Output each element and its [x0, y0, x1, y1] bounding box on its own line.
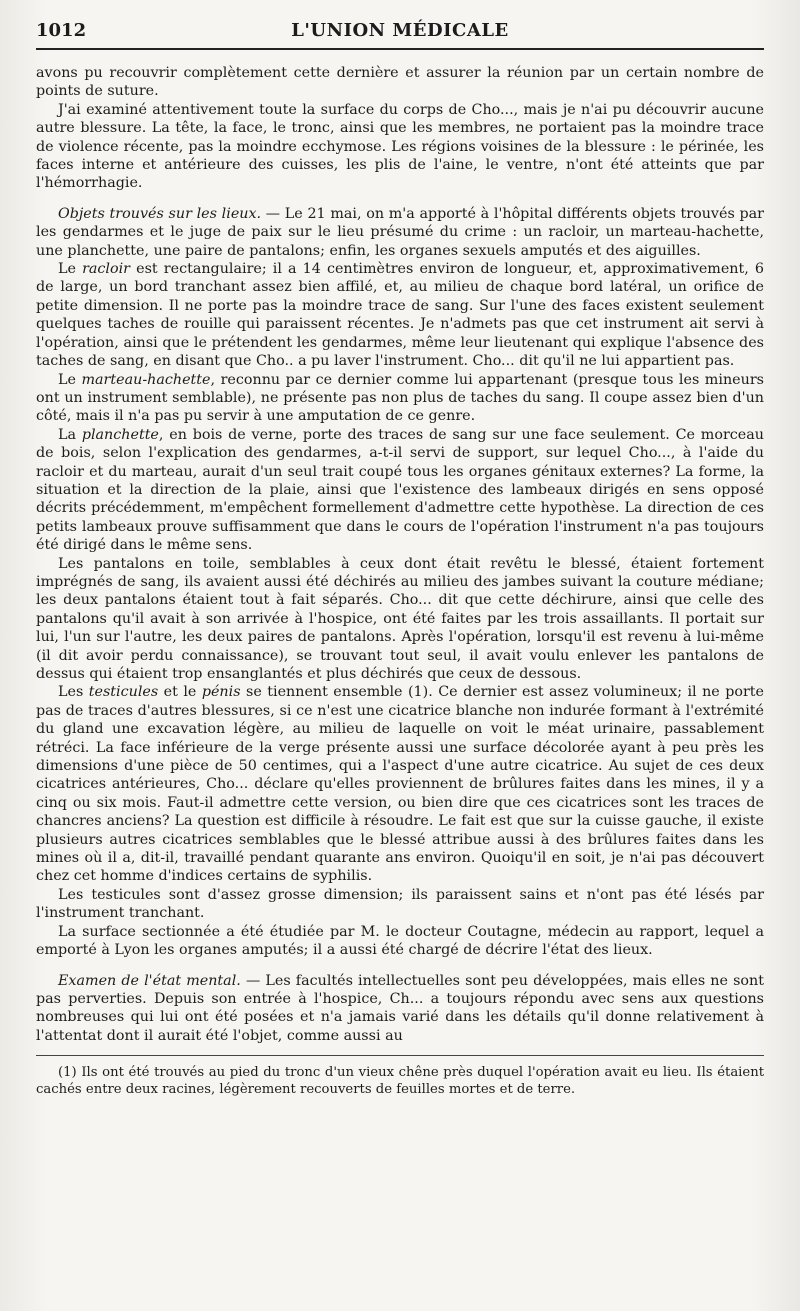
paragraph-pantalons: Les pantalons en toile, semblables à ceux dont était revêtu le blessé, étaient fortement imprégnés de sang, ils avaient aussi été déchirés au milieu des jambes suivant la couture médiane; les deux pantalons étaient tout à fait séparés. Cho... dit que cette déchirure, ainsi que celle des pantalons qu'il avait à son arrivée à l'hospice, ont été faites par les trois assaillants. Il portait sur lui, l'un sur l'autre, les deux paires de pantalons. Après l'opération, lorsqu'il est revenu à lui-même (il dit avoir perdu connaissance), se trouvant tout seul, il avait voulu enlever les pantalons de dessus qui étaient trop ensanglantés et plus déchirés que ceux de dessous. — [36, 555, 764, 682]
page-header — [36, 18, 764, 50]
footnote-divider — [36, 1055, 764, 1056]
page-number: 1012 — [36, 20, 87, 41]
journal-title: L'UNION MÉDICALE — [291, 20, 509, 41]
paragraph-marteau: Le marteau-hachette, reconnu par ce dernier comme lui appartenant (presque tous les mineurs ont un instrument semblable), ne présente pas non plus de taches du sang. Il coupe assez bien d'un côté, mais il n'a pas pu servir à une amputation de ce genre. — [36, 371, 764, 425]
paragraph-2: J'ai examiné attentivement toute la surface du corps de Cho..., mais je n'ai pu découvrir aucune autre blessure. La tête, la face, le tronc, ainsi que les membres, ne portaient pas la moindre trace de violence récente, pas la moindre ecchymose. Les régions voisines de la blessure : le périnée, les faces interne et antérieure des cuisses, les plis de l'aine, le ventre, n'ont été atteints que par l'hémorrhagie. — [36, 101, 764, 192]
paragraph-testicules-penis: Les testicules et le pénis se tiennent ensemble (1). Ce dernier est assez volumineux; il ne porte pas de traces d'autres blessures, si ce n'est une cicatrice blanche non indurée formant à l'extrémité du gland une excavation légère, au milieu de laquelle on voit le méat urinaire, passablement rétréci. La face inférieure de la verge présente aussi une surface décolorée ayant à peu près les dimensions d'une pièce de 50 centimes, qui a l'aspect d'une autre cicatrice. Au sujet de ces deux cicatrices antérieures, Cho... déclare qu'elles proviennent de brûlures faites dans les mines, il y a cinq ou six mois. Faut-il admettre cette version, ou bien dire que ces cicatrices sont les traces de chancres anciens? La question est difficile à résoudre. Le fait est que sur la cuisse gauche, il existe plusieurs autres cicatrices semblables que le blessé attribue aussi à des brûlures faites dans les mines où il a, dit-il, travaillé pendant quarante ans environ. Quoiqu'il en soit, je n'ai pas découvert chez cet homme d'indices certains de syphilis. — [36, 684, 764, 885]
paragraph-1: avons pu recouvrir complètement cette dernière et assurer la réunion par un certain nombre de points de suture. — [36, 65, 764, 100]
paragraph-objets-trouves: Objets trouvés sur les lieux. — Le 21 mai, on m'a apporté à l'hôpital différents objets trouvés par les gendarmes et le juge de paix sur le lieu présumé du crime : un racloir, un marteau-hachette, une planchette, une paire de pantalons; enfin, les organes sexuels amputés et des aiguilles. — [36, 205, 764, 259]
article-body — [36, 64, 764, 1045]
paragraph-testicules-dimension: Les testicules sont d'assez grosse dimension; ils paraissent sains et n'ont pas été lésés par l'instrument tranchant. — [36, 886, 764, 922]
paragraph-surface-sectionnee: La surface sectionnée a été étudiée par M. le docteur Coutagne, médecin au rapport, lequel a emporté à Lyon les organes amputés; il a aussi été chargé de décrire l'état des lieux. — [36, 923, 764, 959]
footnote: (1) Ils ont été trouvés au pied du tronc d'un vieux chêne près duquel l'opération avait eu lieu. Ils étaient cachés entre deux racines, légèrement recouverts de feuilles mortes et de terre. — [36, 1065, 764, 1098]
section-heading-examen: Examen de l'état mental. — [58, 972, 241, 989]
paragraph-examen-mental: Examen de l'état mental. — Les facultés intellectuelles sont peu développées, mais elles ne sont pas perverties. Depuis son entrée à l'hospice, Ch... a toujours répondu avec sens aux questions nombreuses qui lui ont été posées et n'a jamais varié dans les détails qu'il donne relativement à l'attentat dont il aurait été l'objet, comme aussi au — [36, 972, 764, 1044]
paragraph-racloir: Le racloir est rectangulaire; il a 14 centimètres environ de longueur, et, approximativement, 6 de large, un bord tranchant assez bien affilé, et, au milieu de chaque bord latéral, un orifice de petite dimension. Il ne porte pas la moindre trace de sang. Sur l'une des faces existent seulement quelques taches de rouille qui paraissent récentes. Je n'admets pas que cet instrument ait servi à l'opération, ainsi que le prétendent les gendarmes, même leur lieutenant qui explique l'absence des taches de sang, en disant que Cho.. a pu laver l'instrument. Cho... dit qu'il ne lui appartient pas. — [36, 261, 764, 370]
paragraph-planchette: La planchette, en bois de verne, porte des traces de sang sur une face seulement. Ce morceau de bois, selon l'explication des gendarmes, a-t-il servi de support, sur lequel Cho..., à l'aide du racloir et du marteau, aurait d'un seul trait coupé tous les organes génitaux externes? La forme, la situation et la direction de la plaie, ainsi que l'existence des lambeaux dirigés en sens opposé décrits précédemment, m'empêchent formellement d'admettre cette hypothèse. La direction de ces petits lambeaux prouve suffisamment que dans le cours de l'opération l'instrument n'a pas toujours été dirigé dans le même sens. — [36, 426, 764, 554]
section-heading-objets: Objets trouvés sur les lieux. — [58, 205, 262, 222]
